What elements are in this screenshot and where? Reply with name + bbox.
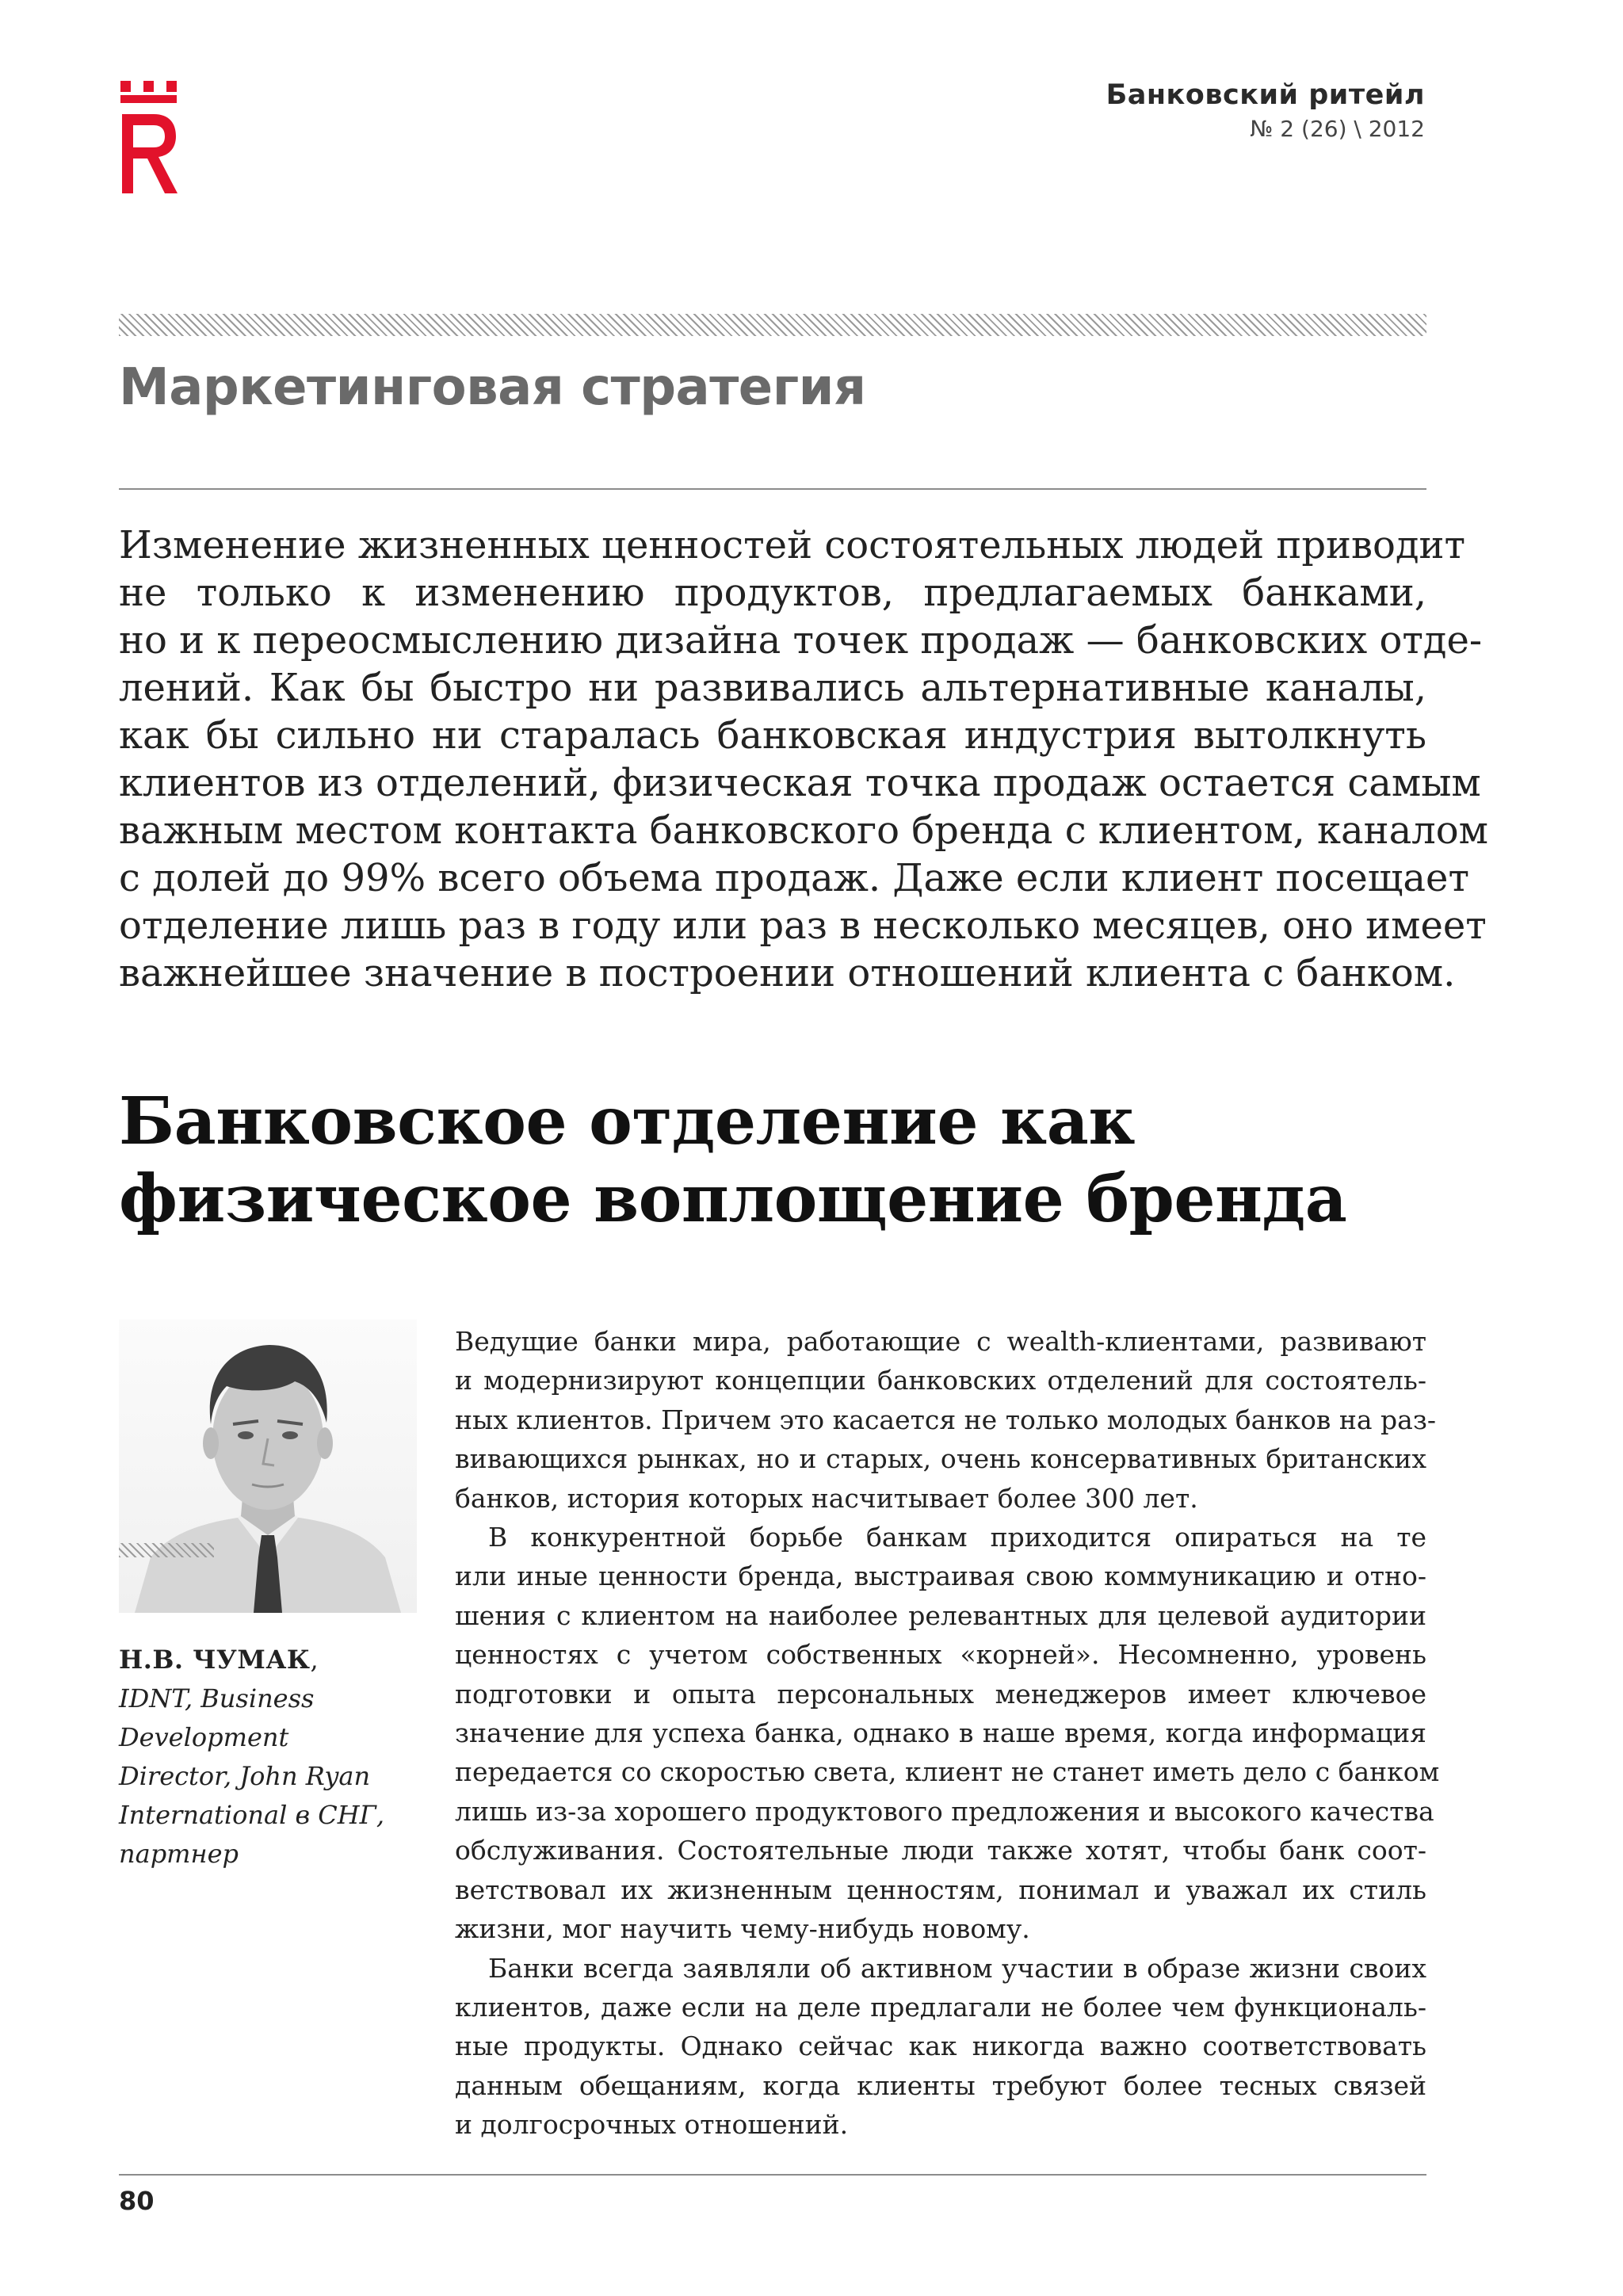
logo-mark: [119, 79, 179, 195]
lead-line: клиентов из отделений, физическая точка продаж остается самым: [119, 761, 1481, 805]
footer-rule: [119, 2174, 1426, 2176]
body-line: ценностях с учетом собственных «корней». Несомненно, уровень: [455, 1639, 1426, 1671]
body-line: и долгосрочных отношений.: [455, 2109, 849, 2141]
author-role-line: партнер: [119, 1839, 239, 1869]
photo-hatch-accent: [119, 1543, 214, 1557]
body-line: В конкурентной борьбе банкам приходится опираться на те: [488, 1522, 1426, 1553]
body-line: лишь из-за хорошего продуктового предложения и высокого качества: [455, 1795, 1434, 1827]
lead-paragraph: [119, 521, 1488, 997]
author-role-line: Director, John Ryan: [119, 1761, 371, 1791]
author-role-line: Development: [119, 1722, 289, 1752]
lead-line: отделение лишь раз в году или раз в несколько месяцев, оно имеет: [119, 904, 1487, 948]
body-line: данным обещаниям, когда клиенты требуют более тесных связей: [455, 2069, 1426, 2101]
body-line: Банки всегда заявляли об активном участии в образе жизни своих: [488, 1952, 1426, 1984]
lead-line: важнейшее значение в построении отношений клиента с банком.: [119, 951, 1456, 995]
lead-line: но и к переосмыслению дизайна точек продаж — банковских отде-: [119, 618, 1483, 663]
body-line: ные продукты. Однако сейчас как никогда важно соответствовать: [455, 2030, 1426, 2062]
article-title-line: Банковское отделение как: [119, 1083, 1136, 1159]
body-line: обслуживания. Состоятельные люди также хотят, чтобы банк соот-: [455, 1835, 1426, 1866]
lead-line: Изменение жизненных ценностей состоятельных людей приводит: [119, 523, 1466, 567]
section-title: Маркетинговая стратегия: [119, 358, 866, 417]
journal-header: [1106, 79, 1425, 142]
body-line: передается со скоростью света, клиент не станет иметь дело с банком: [455, 1756, 1440, 1788]
body-line: вивающихся рынках, но и старых, очень консервативных британских: [455, 1443, 1426, 1475]
lead-line: с долей до 99% всего объема продаж. Даже если клиент посещает: [119, 856, 1469, 900]
lead-line: как бы сильно ни старалась банковская индустрия вытолкнуть: [119, 713, 1426, 758]
body-line: ветствовал их жизненным ценностям, понимал и уважал их стиль: [455, 1874, 1426, 1905]
author-photo: [119, 1320, 417, 1613]
lead-line: важным местом контакта банковского бренда с клиентом, каналом: [119, 808, 1488, 853]
article-title: [119, 1083, 1426, 1238]
journal-logo: [119, 79, 179, 195]
article-title-line: физическое воплощение бренда: [119, 1161, 1347, 1237]
lead-line: лений. Как бы быстро ни развивались альтернативные каналы,: [119, 666, 1426, 710]
body-line: жизни, мог научить чему-нибудь новому.: [455, 1913, 1030, 1945]
body-line: шения с клиентом на наиболее релевантных для целевой аудитории: [455, 1599, 1426, 1631]
author-portrait-illustration: [119, 1320, 417, 1613]
body-line: ных клиентов. Причем это касается не только молодых банков на раз-: [455, 1404, 1436, 1435]
divider-rule: [119, 488, 1426, 490]
lead-line: не только к изменению продуктов, предлагаемых банками,: [119, 571, 1426, 615]
page-number: 80: [119, 2186, 155, 2216]
hatched-divider: [119, 314, 1426, 336]
body-line: клиентов, даже если на деле предлагали не более чем функциональ-: [455, 1991, 1426, 2023]
body-line: или иные ценности бренда, выстраивая свою коммуникацию и отно-: [455, 1561, 1426, 1592]
author-caption: [119, 1641, 412, 1874]
journal-title: Банковский ритейл: [1106, 79, 1425, 111]
body-line: подготовки и опыта персональных менеджеров имеет ключевое: [455, 1678, 1426, 1710]
journal-issue: № 2 (26) \ 2012: [1250, 116, 1425, 142]
body-line: и модернизируют концепции банковских отделений для состоятель-: [455, 1365, 1426, 1396]
body-line: значение для успеха банка, однако в наше время, когда информация: [455, 1717, 1426, 1749]
author-name: Н.В. ЧУМАК: [119, 1645, 311, 1675]
body-line: Ведущие банки мира, работающие с wealth-клиентами, развивают: [455, 1326, 1426, 1357]
author-name-comma: ,: [310, 1645, 319, 1675]
author-role-line: IDNT, Business: [119, 1683, 315, 1713]
article-body: [455, 1322, 1440, 2145]
author-role-line: International в СНГ,: [119, 1800, 385, 1830]
body-line: банков, история которых насчитывает более 300 лет.: [455, 1482, 1198, 1514]
